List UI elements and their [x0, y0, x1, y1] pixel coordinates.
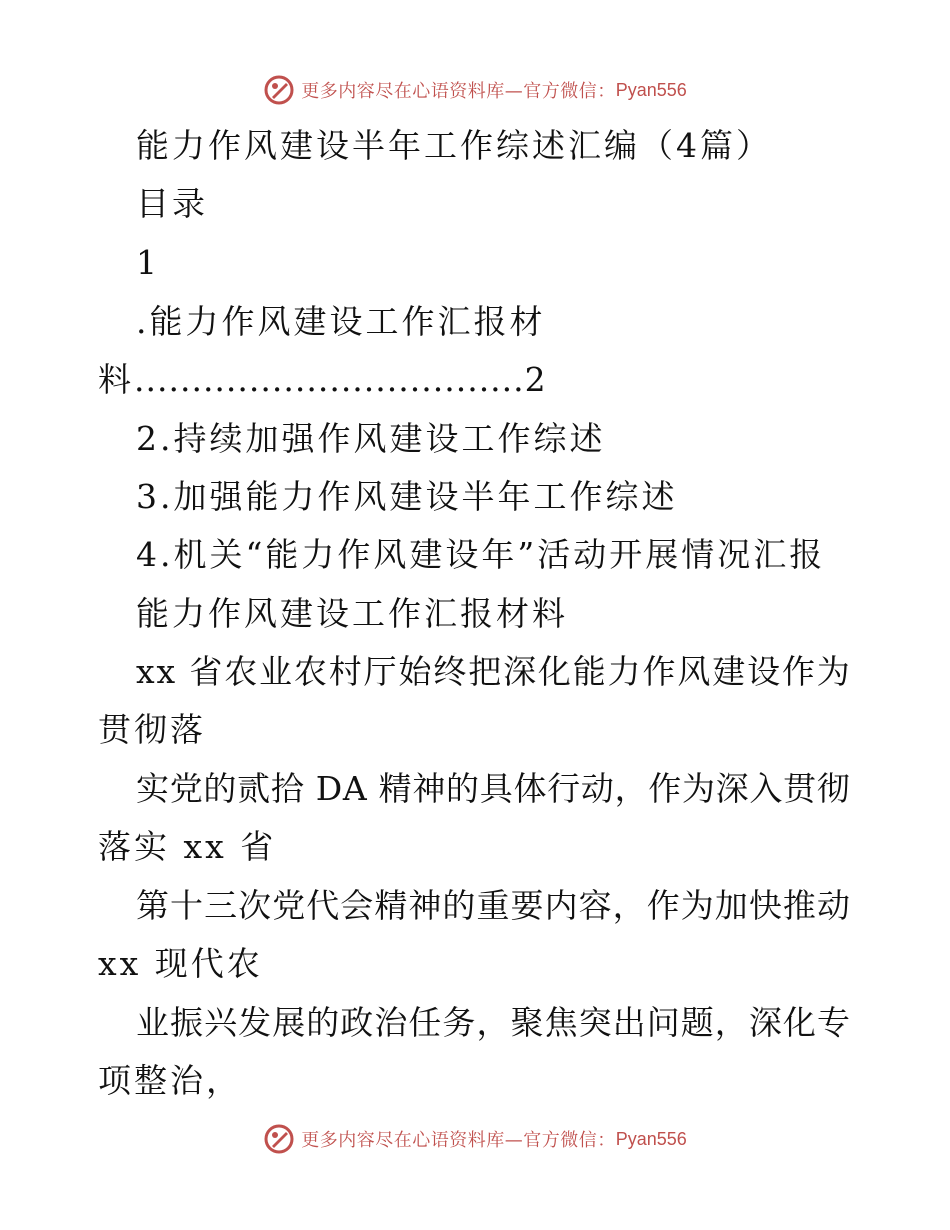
paragraph-line: 落实 xx 省 — [98, 827, 277, 866]
paragraph-line: 实 党 的 贰 拾 D A 精 神 的 具 体 行 动 ， 作 为 深 入 贯 彻 — [136, 769, 850, 808]
toc-item-3: 3.加强能力作风建设半年工作综述 — [136, 477, 678, 516]
watermark-footer — [0, 1119, 950, 1159]
watermark-handle: Pyan556 — [615, 1128, 687, 1149]
watermark-text: 更多内容尽在心语资料库—官方微信： — [301, 81, 616, 102]
toc-item-1-title: .能力作风建设工作汇报材 — [136, 302, 546, 341]
toc-heading: 目录 — [136, 184, 208, 223]
document-title: 能力作风建设半年工作综述汇编（4篇） — [136, 126, 772, 165]
paragraph-line: 项整治， — [98, 1061, 242, 1100]
toc-item-1-number: 1 — [136, 243, 160, 282]
watermark-header — [0, 70, 950, 110]
paragraph-line: xx 现代农 — [98, 944, 263, 983]
brand-logo-icon — [263, 74, 295, 106]
toc-item-1-leader: .................................. — [134, 360, 525, 399]
toc-item-1-leader-line — [98, 360, 549, 400]
paragraph-line: 业 振 兴 发 展 的 政 治 任 务 ， 聚 焦 突 出 问 题 ， 深 化 专 — [136, 1003, 850, 1042]
watermark-handle: Pyan556 — [615, 79, 687, 100]
toc-item-4: 4.机关“能力作风建设年”活动开展情况汇报 — [136, 535, 826, 574]
paragraph-line: x x 省 农 业 农 村 厅 始 终 把 深 化 能 力 作 风 建 设 作 为 — [136, 652, 850, 691]
watermark-text: 更多内容尽在心语资料库—官方微信： — [301, 1130, 616, 1151]
toc-item-1-page: 2 — [524, 360, 549, 399]
paragraph-line: 贯彻落 — [98, 710, 206, 749]
toc-item-1-title-end: 料 — [98, 360, 134, 399]
brand-logo-icon — [263, 1123, 295, 1155]
section-title: 能力作风建设工作汇报材料 — [136, 594, 568, 633]
toc-item-2: 2.持续加强作风建设工作综述 — [136, 419, 606, 458]
paragraph-line: 第 十 三 次 党 代 会 精 神 的 重 要 内 容 ， 作 为 加 快 推 动 — [136, 886, 850, 925]
